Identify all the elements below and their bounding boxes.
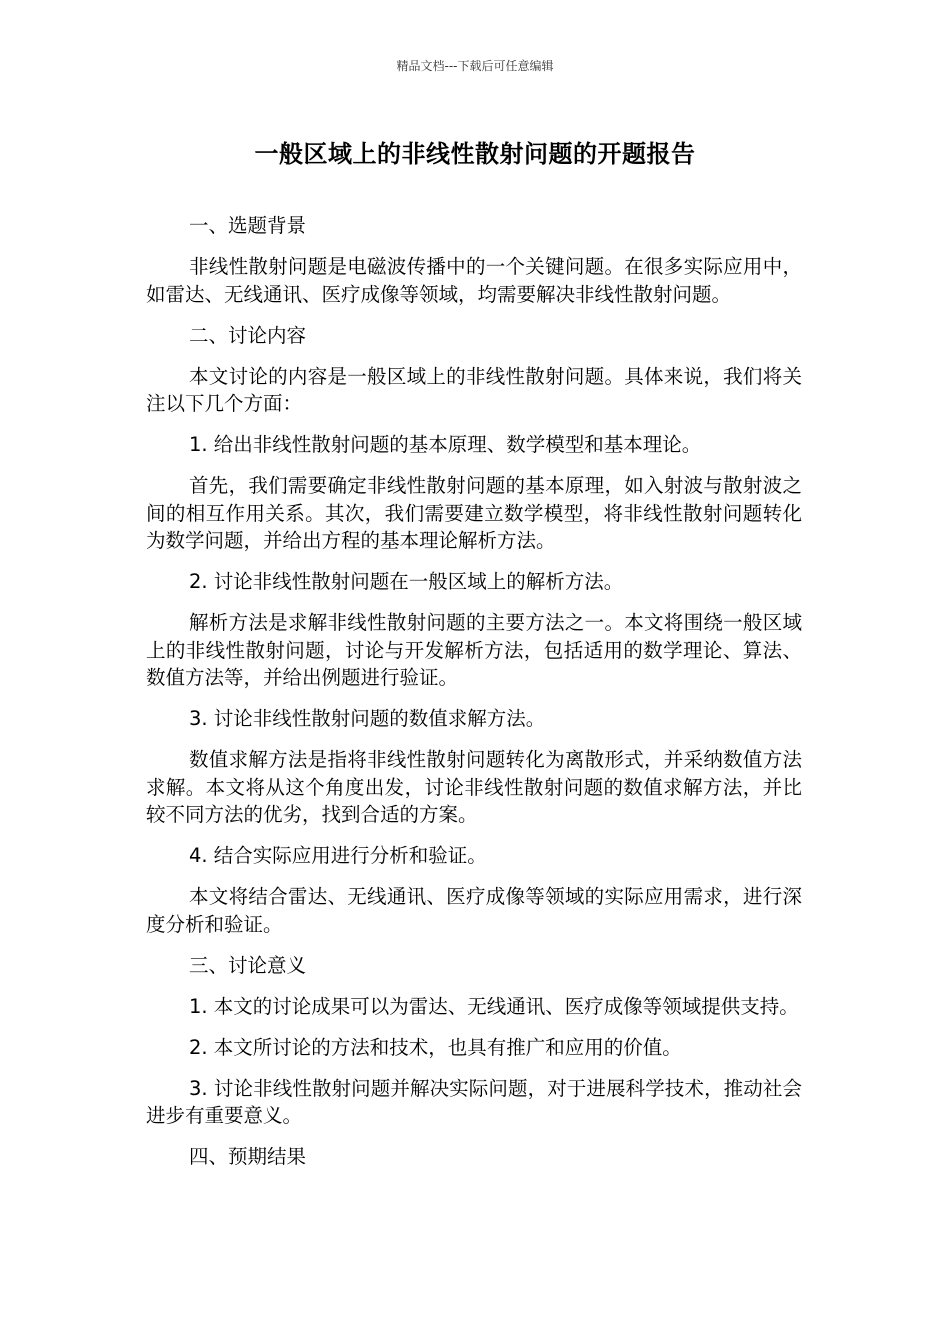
- section-heading-background: 一、选题背景: [189, 214, 307, 237]
- significance-item-2: 2. 本文所讨论的方法和技术，也具有推广和应用的价值。: [189, 1035, 682, 1059]
- section-heading-content: 二、讨论内容: [189, 323, 307, 347]
- paragraph-item-1: 首先，我们需要确定非线性散射问题的基本原理，如入射波与散射波之间的相互作用关系。其次，我们需要建立数学模型，将非线性散射问题转化为数学问题，并给出方程的基本理论解析方法。: [146, 474, 802, 552]
- paragraph-item-2: 解析方法是求解非线性散射问题的主要方法之一。本文将围绕一般区域上的非线性散射问题，讨论与开发解析方法，包括适用的数学理论、算法、数值方法等，并给出例题进行验证。: [146, 611, 802, 689]
- section-heading-expected-results: 四、预期结果: [189, 1145, 307, 1168]
- paragraph-item-4: 本文将结合雷达、无线通讯、医疗成像等领域的实际应用需求，进行深度分析和验证。: [146, 885, 802, 936]
- paragraph-background: 非线性散射问题是电磁波传播中的一个关键问题。在很多实际应用中，如雷达、无线通讯、医疗成像等领域，均需要解决非线性散射问题。: [146, 255, 802, 306]
- list-item-3: 3. 讨论非线性散射问题的数值求解方法。: [189, 707, 546, 730]
- header-note: 精品文档---下载后可任意编辑: [396, 59, 554, 73]
- list-item-2: 2. 讨论非线性散射问题在一般区域上的解析方法。: [189, 570, 624, 593]
- paragraph-content-intro: 本文讨论的内容是一般区域上的非线性散射问题。具体来说，我们将关注以下几个方面：: [146, 364, 802, 415]
- list-item-4: 4. 结合实际应用进行分析和验证。: [189, 844, 487, 867]
- significance-item-3: 3. 讨论非线性散射问题并解决实际问题，对于进展科学技术，推动社会进步有重要意义。: [146, 1076, 802, 1127]
- significance-item-1: 1. 本文的讨论成果可以为雷达、无线通讯、医疗成像等领域提供支持。: [189, 994, 799, 1018]
- document-title: 一般区域上的非线性散射问题的开题报告: [254, 140, 696, 168]
- section-heading-significance: 三、讨论意义: [189, 953, 307, 977]
- paragraph-item-3: 数值求解方法是指将非线性散射问题转化为离散形式，并采纳数值方法求解。本文将从这个角度出发，讨论非线性散射问题的数值求解方法，并比较不同方法的优劣，找到合适的方案。: [146, 748, 802, 826]
- document-body: [146, 212, 802, 1184]
- list-item-1: 1. 给出非线性散射问题的基本原理、数学模型和基本理论。: [189, 433, 702, 456]
